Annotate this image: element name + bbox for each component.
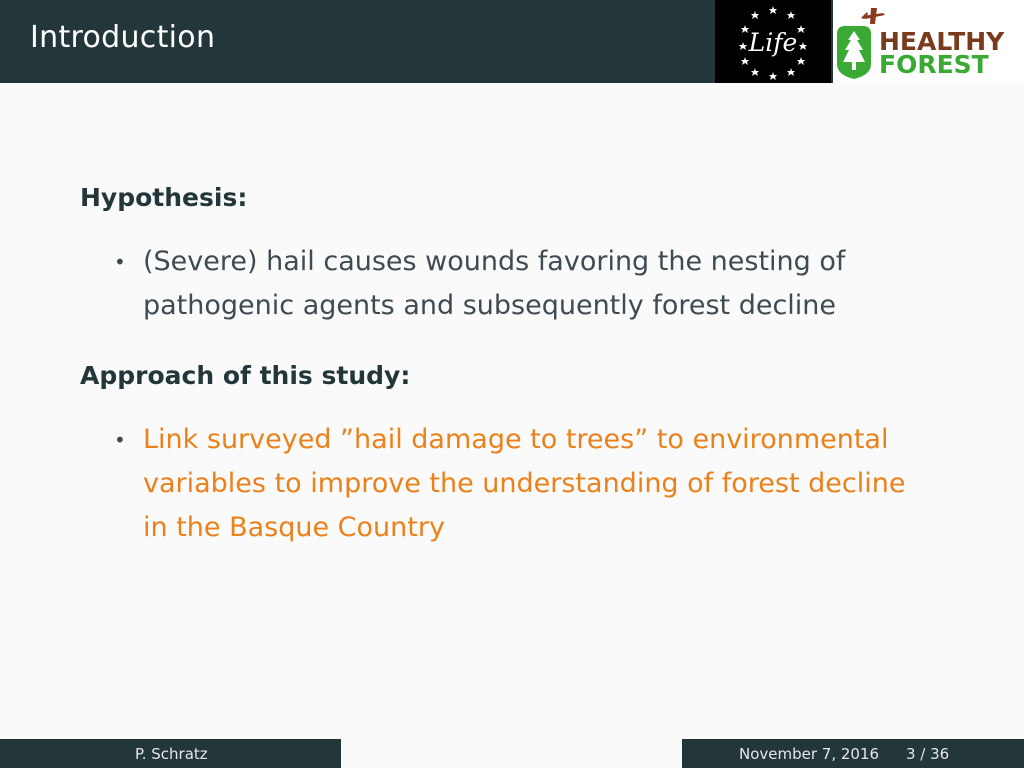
plane-icon (861, 8, 885, 24)
footer-author: P. Schratz (135, 745, 208, 763)
bullet-dot-icon: • (114, 250, 126, 274)
approach-list (80, 418, 960, 550)
approach-bullet-line1: Link surveyed ”hail damage to trees” to environmental (143, 424, 889, 455)
footer-author-bar (0, 739, 341, 768)
healthy-forest-emblem-icon (833, 0, 1024, 83)
hypothesis-bullet-line2: pathogenic agents and subsequently forest decline (143, 290, 837, 321)
healthy-forest-line2: FOREST (879, 50, 989, 79)
bullet-dot-icon: • (114, 428, 126, 452)
footer-date: November 7, 2016 (739, 745, 880, 763)
hypothesis-label: Hypothesis: (80, 183, 248, 212)
approach-bullet (80, 418, 960, 550)
healthy-forest-line1: HEALTHY (879, 27, 1005, 56)
hypothesis-bullet-line1: (Severe) hail causes wounds favoring the nesting of (143, 246, 846, 277)
slide-header (0, 0, 1024, 83)
hypothesis-bullet (80, 240, 960, 328)
hypothesis-list (80, 240, 960, 328)
life-logo-text: Life (748, 28, 798, 57)
approach-bullet-line2: variables to improve the understanding of forest decline (143, 468, 906, 499)
tree-icon (837, 26, 871, 79)
slide-title: Introduction (30, 20, 216, 55)
approach-bullet-line3: in the Basque Country (143, 512, 445, 543)
life-emblem-icon (715, 0, 831, 83)
footer-page-number: 3 / 36 (906, 745, 950, 763)
life-logo (715, 0, 831, 83)
approach-label: Approach of this study: (80, 361, 411, 390)
slide-content (80, 178, 960, 578)
healthy-forest-logo (833, 0, 1024, 83)
footer-info-bar (682, 739, 1024, 768)
